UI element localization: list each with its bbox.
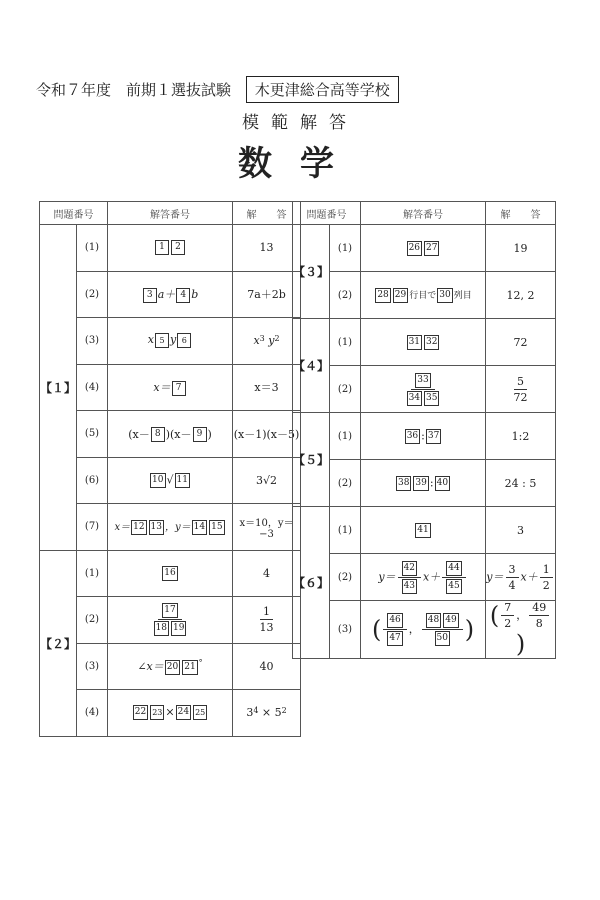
code-cell xyxy=(361,554,486,601)
col-code: 解答番号 xyxy=(108,202,233,225)
table-row xyxy=(40,550,301,597)
expr-text: ， xyxy=(516,608,528,622)
answer-box: 21 xyxy=(182,660,197,675)
denominator: 72 xyxy=(513,390,528,404)
table-header xyxy=(40,202,301,225)
table-row xyxy=(293,272,556,319)
expr-text: )(x－ xyxy=(165,427,192,441)
fraction xyxy=(511,375,531,404)
answer-box: 29 xyxy=(393,288,408,303)
answer-box: 25 xyxy=(193,705,207,720)
expr-text: y＝ xyxy=(486,570,504,583)
denominator: 2 xyxy=(504,617,512,630)
col-answer: 解 答 xyxy=(233,202,301,225)
denominator: 4 xyxy=(508,578,516,592)
answer-value: 19 xyxy=(486,225,556,272)
table-row xyxy=(293,319,556,366)
numerator: 5 xyxy=(514,375,527,390)
expr-text: × xyxy=(165,705,175,719)
section-label: 【３】 xyxy=(293,225,330,319)
answer-box: 28 xyxy=(375,288,390,303)
answer-box: 5 xyxy=(155,333,169,348)
answer-value xyxy=(486,554,556,601)
numerator: 3 xyxy=(506,563,519,578)
question-no: (4) xyxy=(77,690,108,737)
denominator: 8 xyxy=(535,617,543,630)
answer-box: 20 xyxy=(165,660,180,675)
fraction xyxy=(506,563,519,592)
answer-value xyxy=(233,318,301,365)
answer-value: 12, 2 xyxy=(486,272,556,319)
answer-box: 41 xyxy=(415,523,430,538)
code-cell xyxy=(108,271,233,318)
answer-box: 31 xyxy=(407,335,422,350)
code-cell xyxy=(361,366,486,413)
answer-box: 46 xyxy=(387,613,402,628)
answer-value: 72 xyxy=(486,319,556,366)
answer-box: 11 xyxy=(175,473,190,488)
code-cell xyxy=(108,364,233,411)
answer-value: 3√2 xyxy=(233,457,301,504)
table-row xyxy=(40,504,301,551)
answer-box: 8 xyxy=(151,427,165,442)
answer-box: 33 xyxy=(415,373,430,388)
answer-value: (x－1)(x－5) xyxy=(233,411,301,458)
question-no: (2) xyxy=(77,271,108,318)
table-row xyxy=(293,366,556,413)
answer-box: 7 xyxy=(172,381,186,396)
question-no: (1) xyxy=(77,225,108,272)
answer-box: 18 xyxy=(154,621,169,636)
answer-box: 16 xyxy=(162,566,177,581)
expr-text: ， xyxy=(408,622,420,636)
numerator: 49 xyxy=(529,601,549,616)
exponent: 2 xyxy=(274,334,280,344)
expr-text: y＝ xyxy=(378,570,396,583)
expr-text: 行目で xyxy=(409,290,437,301)
expr-text: : xyxy=(429,476,434,489)
answer-table-left xyxy=(39,201,301,737)
base: 3 xyxy=(246,706,254,720)
table-row xyxy=(40,643,301,690)
table-row xyxy=(293,225,556,272)
code-cell xyxy=(108,550,233,597)
fraction xyxy=(383,613,406,646)
base: 5 xyxy=(274,706,282,720)
question-no: (3) xyxy=(77,643,108,690)
answer-box: 43 xyxy=(402,579,417,594)
question-no: (3) xyxy=(77,318,108,365)
answer-value xyxy=(486,366,556,413)
question-no: (2) xyxy=(77,597,108,644)
expr-text: x xyxy=(147,333,155,347)
denominator: 2 xyxy=(542,578,550,592)
answer-box: 35 xyxy=(424,391,439,406)
code-cell xyxy=(361,413,486,460)
answer-box: 1 xyxy=(155,240,169,255)
code-cell xyxy=(108,225,233,272)
answer-box: 36 xyxy=(405,429,420,444)
page-title: 数学 xyxy=(238,144,362,184)
code-cell xyxy=(361,272,486,319)
code-cell xyxy=(361,225,486,272)
table-row xyxy=(40,318,301,365)
fraction xyxy=(398,561,421,594)
expr-text: a＋ xyxy=(157,288,176,301)
answer-box: 13 xyxy=(149,520,164,535)
col-answer: 解 答 xyxy=(486,202,556,225)
exam-name: 令和７年度 前期１選抜試験 xyxy=(36,81,232,99)
table-row xyxy=(293,507,556,554)
code-cell xyxy=(108,411,233,458)
code-cell xyxy=(361,601,486,659)
question-no: (1) xyxy=(330,225,361,272)
exponent: 4 xyxy=(253,706,259,716)
answer-box: 27 xyxy=(424,241,439,256)
expr-text: × xyxy=(261,706,272,720)
expr-text: : xyxy=(421,429,425,442)
question-no: (2) xyxy=(330,460,361,507)
table-row xyxy=(40,411,301,458)
section-label: 【１】 xyxy=(40,225,77,551)
section-label: 【５】 xyxy=(293,413,330,507)
table-row xyxy=(293,460,556,507)
question-no: (5) xyxy=(77,411,108,458)
expr-text: x＋ xyxy=(423,570,441,583)
fraction xyxy=(442,561,465,594)
table-row xyxy=(40,364,301,411)
answer-value xyxy=(233,690,301,737)
table-row xyxy=(293,554,556,601)
answer-box: 34 xyxy=(407,391,422,406)
answer-value xyxy=(486,601,556,659)
expr-text: x＝ xyxy=(114,522,131,534)
answer-box: 6 xyxy=(177,333,191,348)
answer-box: 30 xyxy=(437,288,452,303)
answer-box: 23 xyxy=(150,705,164,720)
answer-box: 15 xyxy=(209,520,224,535)
question-no: (2) xyxy=(330,272,361,319)
table-row xyxy=(293,601,556,659)
answer-value: 24 : 5 xyxy=(486,460,556,507)
answer-box: 24 xyxy=(176,705,191,720)
question-no: (3) xyxy=(330,601,361,659)
answer-value: 13 xyxy=(233,225,301,272)
answer-box: 38 xyxy=(396,476,411,491)
answer-box: 14 xyxy=(192,520,207,535)
answer-box: 3 xyxy=(143,288,157,303)
answer-box: 50 xyxy=(435,631,450,646)
expr-text: x xyxy=(253,334,260,348)
degree-symbol: ° xyxy=(198,658,203,667)
denominator: 13 xyxy=(259,621,274,635)
exponent: 3 xyxy=(259,334,265,344)
table-row xyxy=(40,457,301,504)
answer-box: 26 xyxy=(407,241,422,256)
col-code: 解答番号 xyxy=(361,202,486,225)
question-no: (6) xyxy=(77,457,108,504)
fraction xyxy=(403,373,444,406)
fraction xyxy=(529,601,549,630)
answer-value: 4 xyxy=(233,550,301,597)
answer-box: 4 xyxy=(176,288,190,303)
answer-box: 49 xyxy=(443,613,458,628)
question-no: (1) xyxy=(330,507,361,554)
answer-box: 39 xyxy=(413,476,428,491)
paren: ( xyxy=(489,601,500,630)
expr-text: x＋ xyxy=(520,570,538,583)
code-cell xyxy=(108,690,233,737)
answer-box: 32 xyxy=(424,335,439,350)
answer-box: 44 xyxy=(446,561,461,576)
table-row xyxy=(40,690,301,737)
answer-value: 3 xyxy=(486,507,556,554)
fraction xyxy=(540,563,553,592)
expr-text: ∠x＝ xyxy=(137,660,164,673)
code-cell xyxy=(361,507,486,554)
expr-text: ，y＝ xyxy=(165,522,191,534)
table-row xyxy=(40,225,301,272)
table-header xyxy=(293,202,556,225)
question-no: (1) xyxy=(330,319,361,366)
table-row xyxy=(40,597,301,644)
answer-box: 37 xyxy=(426,429,441,444)
answer-box: 42 xyxy=(402,561,417,576)
expr-text: 列目 xyxy=(453,290,472,301)
answer-box: 47 xyxy=(387,631,402,646)
question-no: (2) xyxy=(330,554,361,601)
numerator: 7 xyxy=(501,601,514,616)
section-label: 【６】 xyxy=(293,507,330,659)
answer-box: 19 xyxy=(171,621,186,636)
section-label: 【２】 xyxy=(40,550,77,736)
answer-box: 12 xyxy=(131,520,146,535)
code-cell xyxy=(361,319,486,366)
paren: ) xyxy=(464,615,475,644)
exam-header xyxy=(36,76,399,103)
subtitle: 模範解答 xyxy=(242,113,358,133)
col-question: 問題番号 xyxy=(293,202,361,225)
section-label: 【４】 xyxy=(293,319,330,413)
answer-table-right xyxy=(292,201,556,659)
answer-box: 9 xyxy=(193,427,207,442)
question-no: (1) xyxy=(77,550,108,597)
expr-text: ) xyxy=(207,427,212,441)
answer-value: 7a＋2b xyxy=(233,271,301,318)
code-cell xyxy=(108,457,233,504)
code-cell xyxy=(108,318,233,365)
code-cell xyxy=(108,643,233,690)
question-no: (2) xyxy=(330,366,361,413)
paren: ) xyxy=(515,630,526,658)
question-no: (1) xyxy=(330,413,361,460)
school-name: 木更津総合高等学校 xyxy=(246,76,399,103)
expr-text: b xyxy=(191,288,199,301)
expr-text: x＝ xyxy=(153,381,171,394)
answer-box: 40 xyxy=(435,476,450,491)
code-cell xyxy=(361,460,486,507)
answer-value xyxy=(233,597,301,644)
answer-box: 17 xyxy=(162,603,177,618)
fraction xyxy=(422,613,463,646)
answer-box: 2 xyxy=(171,240,185,255)
fraction xyxy=(150,603,191,636)
question-no: (4) xyxy=(77,364,108,411)
numerator: 1 xyxy=(260,605,273,620)
question-no: (7) xyxy=(77,504,108,551)
paren: ( xyxy=(371,615,382,644)
expr-text: (x－ xyxy=(128,427,150,441)
fraction xyxy=(501,601,514,630)
table-row xyxy=(293,413,556,460)
table-row xyxy=(40,271,301,318)
answer-value: 1:2 xyxy=(486,413,556,460)
code-cell xyxy=(108,597,233,644)
exponent: 2 xyxy=(281,706,287,716)
answer-box: 10 xyxy=(150,473,165,488)
answer-value: x＝10，y＝−3 xyxy=(233,504,301,551)
expr-text: y xyxy=(170,333,177,347)
answer-box: 48 xyxy=(426,613,441,628)
fraction xyxy=(257,605,277,634)
answer-box: 45 xyxy=(446,579,461,594)
root-symbol: √ xyxy=(166,473,174,487)
numerator: 1 xyxy=(540,563,553,578)
expr-text: y xyxy=(268,334,275,348)
answer-value: x＝3 xyxy=(233,364,301,411)
answer-box: 22 xyxy=(133,705,148,720)
col-question: 問題番号 xyxy=(40,202,108,225)
code-cell xyxy=(108,504,233,551)
answer-value: 40 xyxy=(233,643,301,690)
